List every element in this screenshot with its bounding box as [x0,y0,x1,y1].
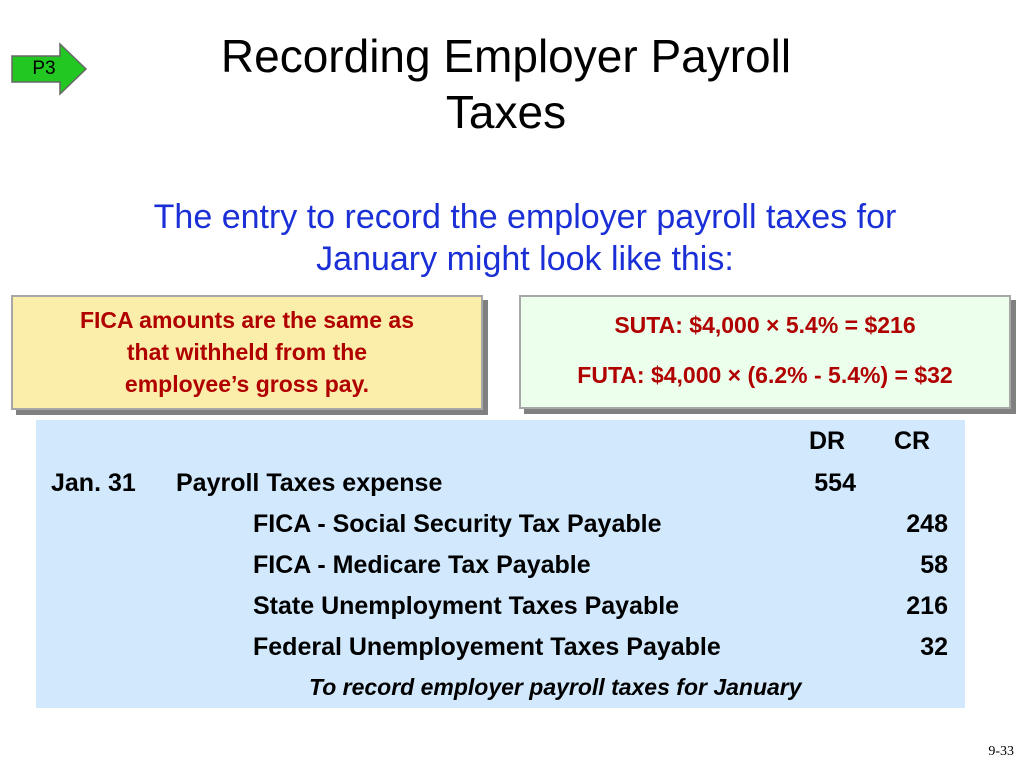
credit-account: State Unemployment Taxes Payable [253,592,680,620]
credit-amount: 32 [920,633,948,661]
credit-amount: 248 [906,510,948,538]
fica-note-line-2: that withheld from the [126,339,368,365]
futa-calc: FUTA: $4,000 × (6.2% - 5.4%) = $32 [577,362,953,388]
entry-date: Jan. 31 [51,469,136,497]
fica-note-callout [11,295,483,410]
fica-note-line-1: FICA amounts are the same as [79,307,415,333]
page-number: 9-33 [988,744,1014,759]
debit-account: Payroll Taxes expense [176,469,443,497]
suta-calc: SUTA: $4,000 × 5.4% = $216 [614,312,916,338]
journal-entry-table [36,420,965,708]
page-title [0,28,1012,140]
fica-note-line-3: employee’s gross pay. [124,371,370,397]
credit-column-header: CR [894,427,931,455]
title-line-2: Taxes [445,86,567,138]
subtitle [0,196,1024,280]
credit-account: FICA - Medicare Tax Payable [253,551,591,579]
subtitle-line-1: The entry to record the employer payroll taxes for [153,198,897,236]
badge-label: P3 [32,58,56,79]
tax-calc-callout [519,295,1011,409]
credit-amount: 216 [906,592,948,620]
debit-column-header: DR [809,427,846,455]
entry-memo: To record employer payroll taxes for January [309,674,802,700]
credit-account: FICA - Social Security Tax Payable [253,510,662,538]
debit-amount: 554 [814,469,856,497]
title-line-1: Recording Employer Payroll [220,30,792,82]
subtitle-line-2: January might look like this: [316,240,734,278]
credit-amount: 58 [920,551,948,579]
credit-account: Federal Unemployement Taxes Payable [253,633,721,661]
